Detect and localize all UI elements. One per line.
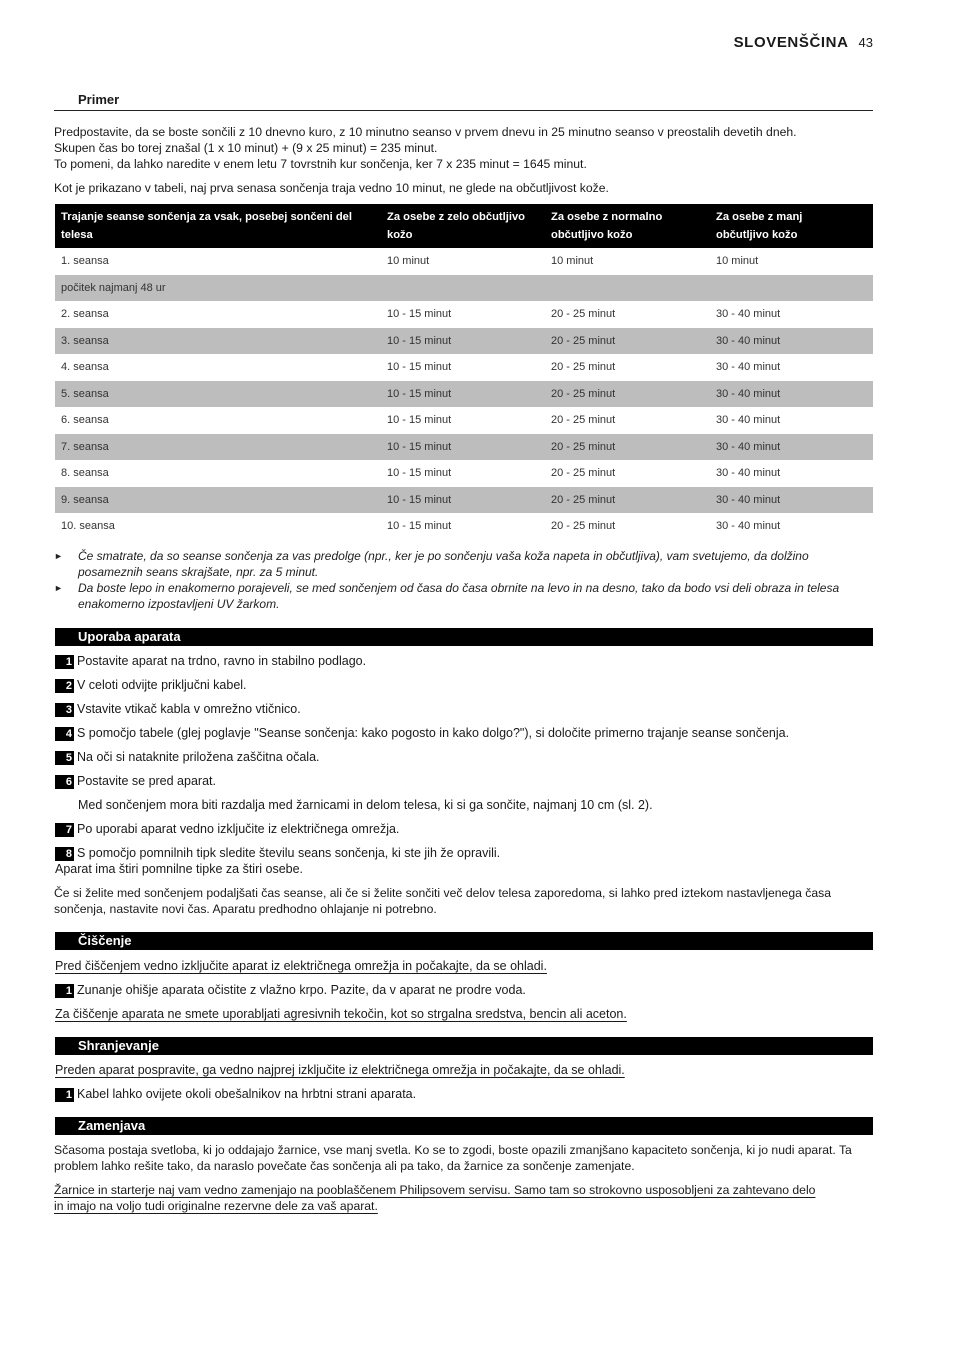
table-header-row [55,204,873,248]
page-number: 43 [858,35,873,50]
table-cell: 10 - 15 minut [387,520,452,533]
table-cell: 7. seansa [55,434,381,461]
step-number: 5 [55,751,74,765]
step-number: 8 [55,847,74,861]
step-item: 1 Kabel lahko ovijete okoli obešalnikov na hrbtni strani aparata. [55,1086,416,1102]
table-cell: 10 - 15 minut [381,381,545,408]
primer-line: Skupen čas bo torej znašal (1 x 10 minut) + (9 x 25 minut) = 235 minut. [54,141,438,155]
primer-line: Predpostavite, da se boste sončili z 10 dnevno kuro, z 10 minutno seanso v prvem dnevu in 25 minutno seanso v preostalih devetih dneh. [54,125,797,139]
primer-table-intro: Kot je prikazano v tabeli, naj prva senasa sončenja traja vedno 10 minut, ne glede na občutljivost kože. [54,181,609,195]
table-cell: 10 minut [716,255,759,268]
table-cell: 10 - 15 minut [381,487,545,514]
step-number: 4 [55,727,74,741]
table-cell: 10. seansa [61,520,115,533]
table-cell: 10 minut [551,255,594,268]
step-number: 1 [55,655,74,669]
table-row [55,460,873,487]
table-cell: 5. seansa [55,381,381,408]
table-cell: 10 - 15 minut [387,308,452,321]
table-cell: 20 - 25 minut [551,361,616,374]
step-number: 3 [55,703,74,717]
table-cell: 8. seansa [61,467,109,480]
table-cell: 20 - 25 minut [551,414,616,427]
step-item: 1 Zunanje ohišje aparata očistite z vlažno krpo. Pazite, da v aparat ne prodre voda. [55,982,526,998]
table-cell: 9. seansa [55,487,381,514]
table-cell: 10 - 15 minut [381,328,545,355]
section-bar-uporaba: Uporaba aparata [55,628,873,646]
table-cell: 10 - 15 minut [381,434,545,461]
table-row [55,328,873,355]
section-bar-shranjevanje: Shranjevanje [55,1037,873,1055]
step-item: 8 S pomočjo pomnilnih tipk sledite številu seans sončenja, ki ste jih že opravili. [55,845,500,861]
step-followup: Aparat ima štiri pomnilne tipke za štiri osebe. [55,862,304,876]
table-cell: 30 - 40 minut [710,328,873,355]
page-header [734,34,873,51]
zamenjava-paragraph: Sčasoma postaja svetloba, ki jo oddajajo žarnice, vse manj svetla. Ko se to zgodi, boste opazili zmanjšano kapaciteto sončenja, ki jo nudi aparat. Ta problem lahko rešite tako, da naraslo povečate čas sončenja ali pa tako, da žarnice za sončenje zamenjate. [54,1143,852,1173]
table-cell: 20 - 25 minut [545,381,710,408]
table-cell: 10 minut [387,255,430,268]
table-header-cell: Za osebe z manj občutljivo kožo [710,204,873,248]
table-header-cell: Za osebe z zelo občutljivo kožo [381,204,545,248]
section-bar-zamenjava: Zamenjava [55,1117,873,1135]
bullet-arrow-icon: ► [54,551,63,561]
step-number: 1 [55,1088,74,1102]
language-label: SLOVENŠČINA [733,34,849,51]
table-cell: 30 - 40 minut [716,467,781,480]
table-cell: 20 - 25 minut [551,308,616,321]
table-cell: 4. seansa [61,361,109,374]
bullet-arrow-icon: ► [54,583,63,593]
section-bar-ciscenje: Čiščenje [55,932,873,950]
primer-line: To pomeni, da lahko naredite v enem letu 7 tovrstnih kur sončenja, ker 7 x 235 minut = 1645 minut. [54,157,587,171]
table-cell: 10 - 15 minut [387,467,452,480]
step-item: 7 Po uporabi aparat vedno izključite iz električnega omrežja. [55,821,399,837]
table-cell: 20 - 25 minut [551,520,616,533]
step-number: 1 [55,984,74,998]
table-cell: 30 - 40 minut [716,520,781,533]
warning-text: Za čiščenje aparata ne smete uporabljati agresivnih tekočin, kot so strgalna sredstva, bencin ali aceton. [55,1007,627,1021]
table-row [55,354,873,381]
section-title-primer: Primer [78,92,120,107]
table-row [55,487,873,514]
note-item: ► Da boste lepo in enakomerno porajeveli, se med sončenjem od časa do časa obrnite na levo in na desno, tako da bodo vsi deli obraza in telesa enakomerno izpostavljeni UV žarkom. [54,581,840,611]
tanning-table [55,204,873,540]
step-number: 7 [55,823,74,837]
table-row [55,275,873,302]
table-cell: 20 - 25 minut [545,328,710,355]
table-row [55,248,873,275]
warning-text: Preden aparat pospravite, ga vedno najprej izključite iz električnega omrežja in počakajte, da se ohladi. [55,1063,625,1077]
step-item: 4 S pomočjo tabele (glej poglavje "Seanse sončenja: kako pogosto in kako dolgo?"), si določite primerno trajanje seanse sončenja. [55,725,789,741]
table-cell: 3. seansa [55,328,381,355]
step-number: 2 [55,679,74,693]
table-header-cell: Trajanje seanse sončenja za vsak, posebej sončeni del telesa [55,204,381,248]
table-cell: 6. seansa [61,414,109,427]
table-cell: 2. seansa [61,308,109,321]
step-item: 1 Postavite aparat na trdno, ravno in stabilno podlago. [55,653,366,669]
step-item: 2 V celoti odvijte priključni kabel. [55,677,247,693]
step-item: 3 Vstavite vtikač kabla v omrežno vtičnico. [55,701,301,717]
zamenjava-warning: Žarnice in starterje naj vam vedno zamenjajo na pooblaščenem Philipsovem servisu. Samo tam so strokovno usposobljeni za zahtevano delo in imajo na voljo tudi originalne rezervne dele za vaš aparat. [54,1183,816,1213]
warning-text: Pred čiščenjem vedno izključite aparat iz električnega omrežja in počakajte, da se ohladi. [55,959,547,973]
note-item: ► Če smatrate, da so seanse sončenja za vas predolge (npr., ker je po sončenju vaša koža napeta in občutljiva), vam svetujemo, da dolžino posameznih seans skrajšate, npr. za 5 minut. [54,549,809,579]
table-cell: 1. seansa [61,255,109,268]
table-cell: 30 - 40 minut [716,414,781,427]
table-row [55,407,873,434]
table-cell: 20 - 25 minut [545,434,710,461]
table-cell: 10 - 15 minut [387,361,452,374]
table-cell: 30 - 40 minut [716,361,781,374]
step-item: 6 Postavite se pred aparat. [55,773,216,789]
step-note: Med sončenjem mora biti razdalja med žarnicami in delom telesa, ki si ga sončite, najmanj 10 cm (sl. 2). [78,798,653,812]
table-row [55,513,873,540]
uporaba-paragraph: Če si želite med sončenjem podaljšati čas seanse, ali če si želite sončiti več delov telesa zaporedoma, si lahko pred iztekom nastavljenega časa sončenja, nastavite novi čas. Aparatu predhodno ohlajanje ni potrebno. [54,886,832,916]
table-cell: 30 - 40 minut [710,434,873,461]
table-row [55,434,873,461]
table-cell: 30 - 40 minut [716,308,781,321]
section-divider [54,110,873,111]
primer-paragraph [54,124,874,172]
table-cell: 30 - 40 minut [710,381,873,408]
table-row [55,301,873,328]
table-cell: 20 - 25 minut [551,467,616,480]
table-header-cell: Za osebe z normalno občutljivo kožo [545,204,710,248]
table-row [55,381,873,408]
table-cell-rest: počitek najmanj 48 ur [55,275,873,302]
table-cell: 20 - 25 minut [545,487,710,514]
step-number: 6 [55,775,74,789]
table-cell: 30 - 40 minut [710,487,873,514]
notes-list [54,548,874,612]
table-cell: 10 - 15 minut [387,414,452,427]
step-item: 5 Na oči si nataknite priložena zaščitna očala. [55,749,320,765]
